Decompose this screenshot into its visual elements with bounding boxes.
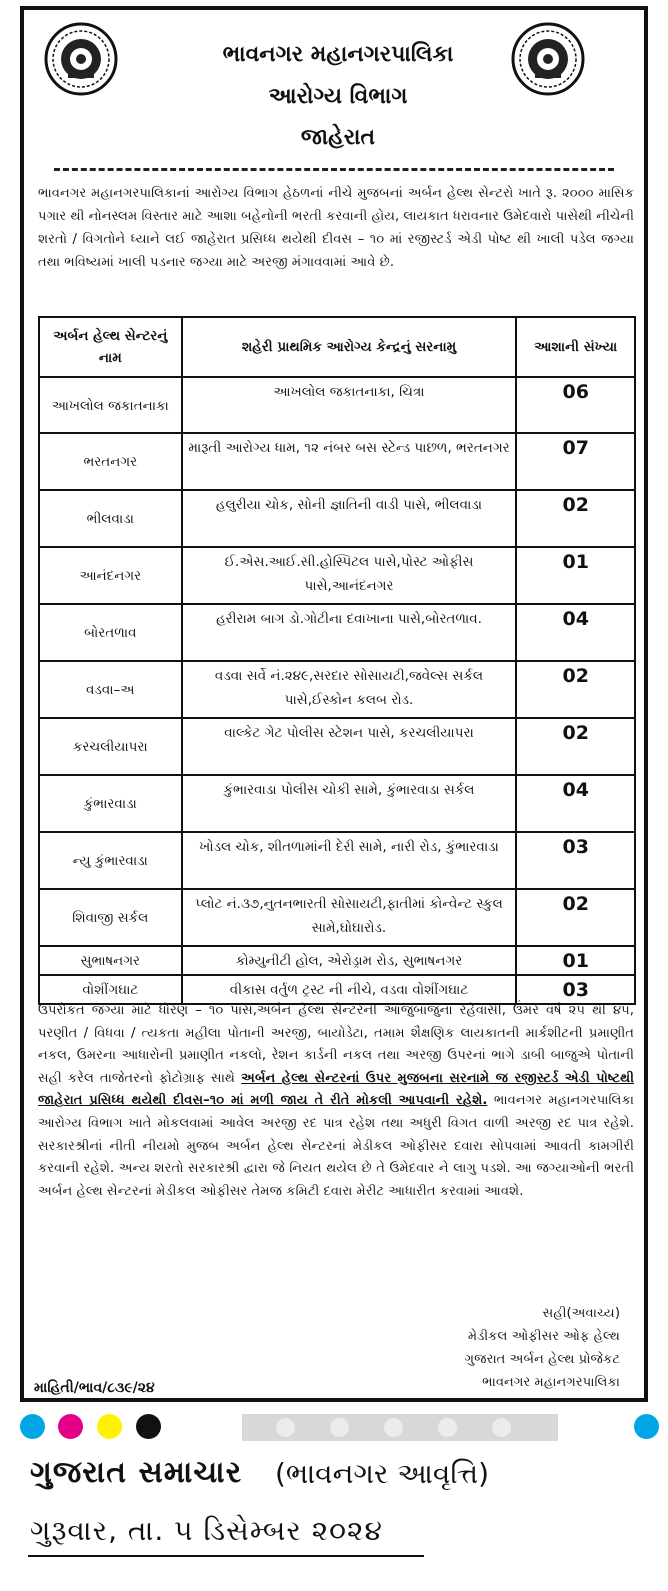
table-row	[39, 433, 635, 490]
center-address: કોમ્યુનીટી હોલ, એરોડ્રામ રોડ, સુભાષનગર	[182, 946, 517, 975]
table-header-row	[39, 317, 635, 377]
notice-title: જાહેરાત	[300, 125, 376, 150]
center-name: શિવાજી સર્કલ	[39, 889, 182, 946]
asha-count: 06	[516, 377, 635, 433]
print-gray-bar	[242, 1414, 558, 1441]
center-name: ન્યુ કુંભારવાડા	[39, 832, 182, 889]
center-address: ઈ.એસ.આઈ.સી.હોસ્પિટલ પાસે,પોસ્ટ ઓફીસ પાસે,આનંદનગર	[182, 547, 517, 604]
center-name: ભરતનગર	[39, 433, 182, 490]
asha-count: 07	[516, 433, 635, 490]
date-underline	[28, 1555, 424, 1557]
center-address: વડવા સર્વે નં.૨૪૯,સરદાર સોસાયટી,જવેલ્સ સર્કલ પાસે,ઈસ્કોન કલબ રોડ.	[182, 661, 517, 718]
header-count: આશાની સંખ્યા	[516, 317, 635, 377]
corporation-title: ભાવનગર મહાનગરપાલિકા	[222, 42, 454, 67]
table-row	[39, 889, 635, 946]
center-address: મારૂતી આરોગ્ય ધામ, ૧૨ નંબર બસ સ્ટેન્ડ પાછળ, ભરતનગર	[182, 433, 517, 490]
reference-number: માહિતી/ભાવ/૮૩૯/૨૪	[34, 1380, 155, 1396]
center-name: કુંભારવાડા	[39, 775, 182, 832]
center-address: વાલ્કેટ ગેટ પોલીસ સ્ટેશન પાસે, કરચલીયાપરા	[182, 718, 517, 775]
center-address: હરીરામ બાગ ડો.ગોટીના દવાખાના પાસે,બોરતળાવ.	[182, 604, 517, 661]
center-address: ખોડલ ચોક, શીતળામાંની દેરી સામે, નારી રોડ, કુંભારવાડા	[182, 832, 517, 889]
dashed-divider	[54, 168, 614, 171]
asha-count: 03	[516, 975, 635, 1004]
center-name: આનંદનગર	[39, 547, 182, 604]
table-row	[39, 946, 635, 975]
cyan-registration-dot-right	[634, 1414, 659, 1439]
center-address: આખલોલ જકાતનાકા, ચિત્રા	[182, 377, 517, 433]
asha-count: 02	[516, 490, 635, 547]
department-title: આરોગ્ય વિભાગ	[268, 84, 408, 109]
signature-block	[465, 1302, 620, 1394]
center-name: આખલોલ જકાતનાકા	[39, 377, 182, 433]
asha-count: 04	[516, 604, 635, 661]
center-name: વોશીંગઘાટ	[39, 975, 182, 1004]
center-name: ભીલવાડા	[39, 490, 182, 547]
center-name: બોરતળાવ	[39, 604, 182, 661]
table-row	[39, 604, 635, 661]
project-name: ગુજરાત અર્બન હેલ્થ પ્રોજેકટ	[464, 1352, 620, 1367]
center-address: પ્લોટ નં.૩૭,નુતનભારતી સોસાયટી,ફાતીમાં કોન્વેન્ટ સ્કુલ સામે,ઘોઘારોડ.	[182, 889, 517, 946]
organization-name: ભાવનગર મહાનગરપાલિકા	[482, 1375, 620, 1390]
header-center-name: અર્બન હેલ્થ સેન્ટરનું નામ	[39, 317, 182, 377]
table-row	[39, 377, 635, 433]
asha-count: 02	[516, 661, 635, 718]
center-name: વડવા–અ	[39, 661, 182, 718]
conditions-text: ઉપરોકત જગ્યા માટે ધોરણ – ૧૦ પાસ,અર્બન હેલ્થ સેન્ટરની આજુબાજુનાં રહેવાસી, ઉંમર વર્ષ ૨૫ થી ૪૫, પરણીત / વિધવા / ત્યકતા મહીલા પોતાની અરજી, બાયોડેટા, તમામ શૈક્ષણિક લાયકાતની માર્કશીટની પ્રમાણીત નકલ, ઉમરના આધારોની પ્રમાણીત નકલો, રેશન કાર્ડની નકલ તથા અરજી ઉપરનાં ભાગે ડાબી બાજુએ પોતાની સહી કરેલ તાજેતરનો ફોટોગ્રાફ સાથે	[38, 1003, 634, 1086]
asha-count: 02	[516, 718, 635, 775]
yellow-registration-dot	[97, 1414, 122, 1439]
table-row	[39, 490, 635, 547]
magenta-registration-dot	[58, 1414, 83, 1439]
center-address: હલુરીયા ચોક, સોની જ્ઞાતિની વાડી પાસે, ભીલવાડા	[182, 490, 517, 547]
conditions-text-continued: ભાવનગર મહાનગરપાલિકા આરોગ્ય વિભાગ ખાતે મોકલવામાં આવેલ અરજી રદ પાત્ર રહેશ તથા અધુરી વિગત વાળી અરજી રદ પાત્ર રહેશે. સરકારશ્રીનાં નીતી નીયમો મુજબ અર્બન હેલ્થ સેન્ટરનાં મેડીકલ ઓફીસર દવારા સોપવામાં આવતી કામગીરી કરવાની રહેશે. અન્ય શરતો સરકારશ્રી દ્વારા જે નિયત થયેલ છે તે ઉમેદવાર ને લાગુ પડશે. આ જગ્યાઓની ભરતી અર્બન હેલ્થ સેન્ટરનાં મેડીકલ ઓફીસર તેમજ કમિટી દવારા મેરીટ આધારીત કરવામાં આવશે.	[38, 1093, 635, 1199]
table-row	[39, 775, 635, 832]
cyan-registration-dot	[20, 1414, 45, 1439]
table-row	[39, 832, 635, 889]
header-address: શહેરી પ્રાથમિક આરોગ્ય કેન્દ્રનું સરનામુ	[182, 317, 517, 377]
table-row	[39, 547, 635, 604]
newspaper-edition: (ભાવનગર આવૃત્તિ)	[275, 1457, 490, 1490]
publication-date: ગુરૂવાર, તા. ૫ ડિસેમ્બર ૨૦૨૪	[30, 1514, 383, 1547]
conditions-paragraph	[38, 1000, 634, 1203]
center-name: કરચલીયાપરા	[39, 718, 182, 775]
table-row	[39, 661, 635, 718]
center-name: સુભાષનગર	[39, 946, 182, 975]
asha-count: 02	[516, 889, 635, 946]
asha-count: 01	[516, 547, 635, 604]
newspaper-name: ગુજરાત સમાચાર	[30, 1455, 243, 1490]
table-row	[39, 718, 635, 775]
center-address: કુંભારવાડા પોલીસ ચોકી સામે, કુંભારવાડા સર્કલ	[182, 775, 517, 832]
submission-instruction: અર્બન હેલ્થ સેન્ટરનાં ઉપર મુજબના સરનામે જ રજીસ્ટર્ડ એડી પોષ્ટથી જાહેરાત પ્રસિધ્ધ થયેથી દીવસ–૧૦ માં મળી જાય તે રીતે મોકલી આપવાની રહેશે.	[38, 1070, 634, 1109]
center-address: વીકાસ વર્તુળ ટ્રસ્ટ ની નીચે, વડવા વોશીંગઘાટ	[182, 975, 517, 1004]
asha-count: 03	[516, 832, 635, 889]
asha-count: 01	[516, 946, 635, 975]
intro-paragraph: ભાવનગર મહાનગરપાલિકાનાં આરોગ્ય વિભાગ હેઠળનાં નીચે મુજબનાં અર્બન હેલ્થ સેન્ટરો ખાતે રૂ. ૨૦૦૦ માસિક પગાર થી નોનસ્લમ વિસ્તાર માટે આશા બહેનોની ભરતી કરવાની હોય, લાયકાત ધરાવનાર ઉમેદવારો પાસેથી નીચેની શરતો / વિગતોને ધ્યાને લઈ જાહેરાત પ્રસિધ્ધ થયેથી દીવસ – ૧૦ માં રજીસ્ટર્ડ એડી પોષ્ટ થી ખાલી પડેલ જગ્યા તથા ભવિષ્યમાં ખાલી પડનાર જગ્યા માટે અરજી મંગાવવામાં આવે છે.	[38, 186, 634, 270]
signature-line: સહી(અવાચ્ય)	[542, 1306, 620, 1321]
notice-frame	[20, 6, 648, 1402]
recruitment-table	[38, 316, 636, 1005]
asha-count: 04	[516, 775, 635, 832]
officer-designation: મેડીકલ ઓફીસર ઓફ હેલ્થ	[467, 1329, 620, 1344]
black-registration-dot	[136, 1414, 161, 1439]
